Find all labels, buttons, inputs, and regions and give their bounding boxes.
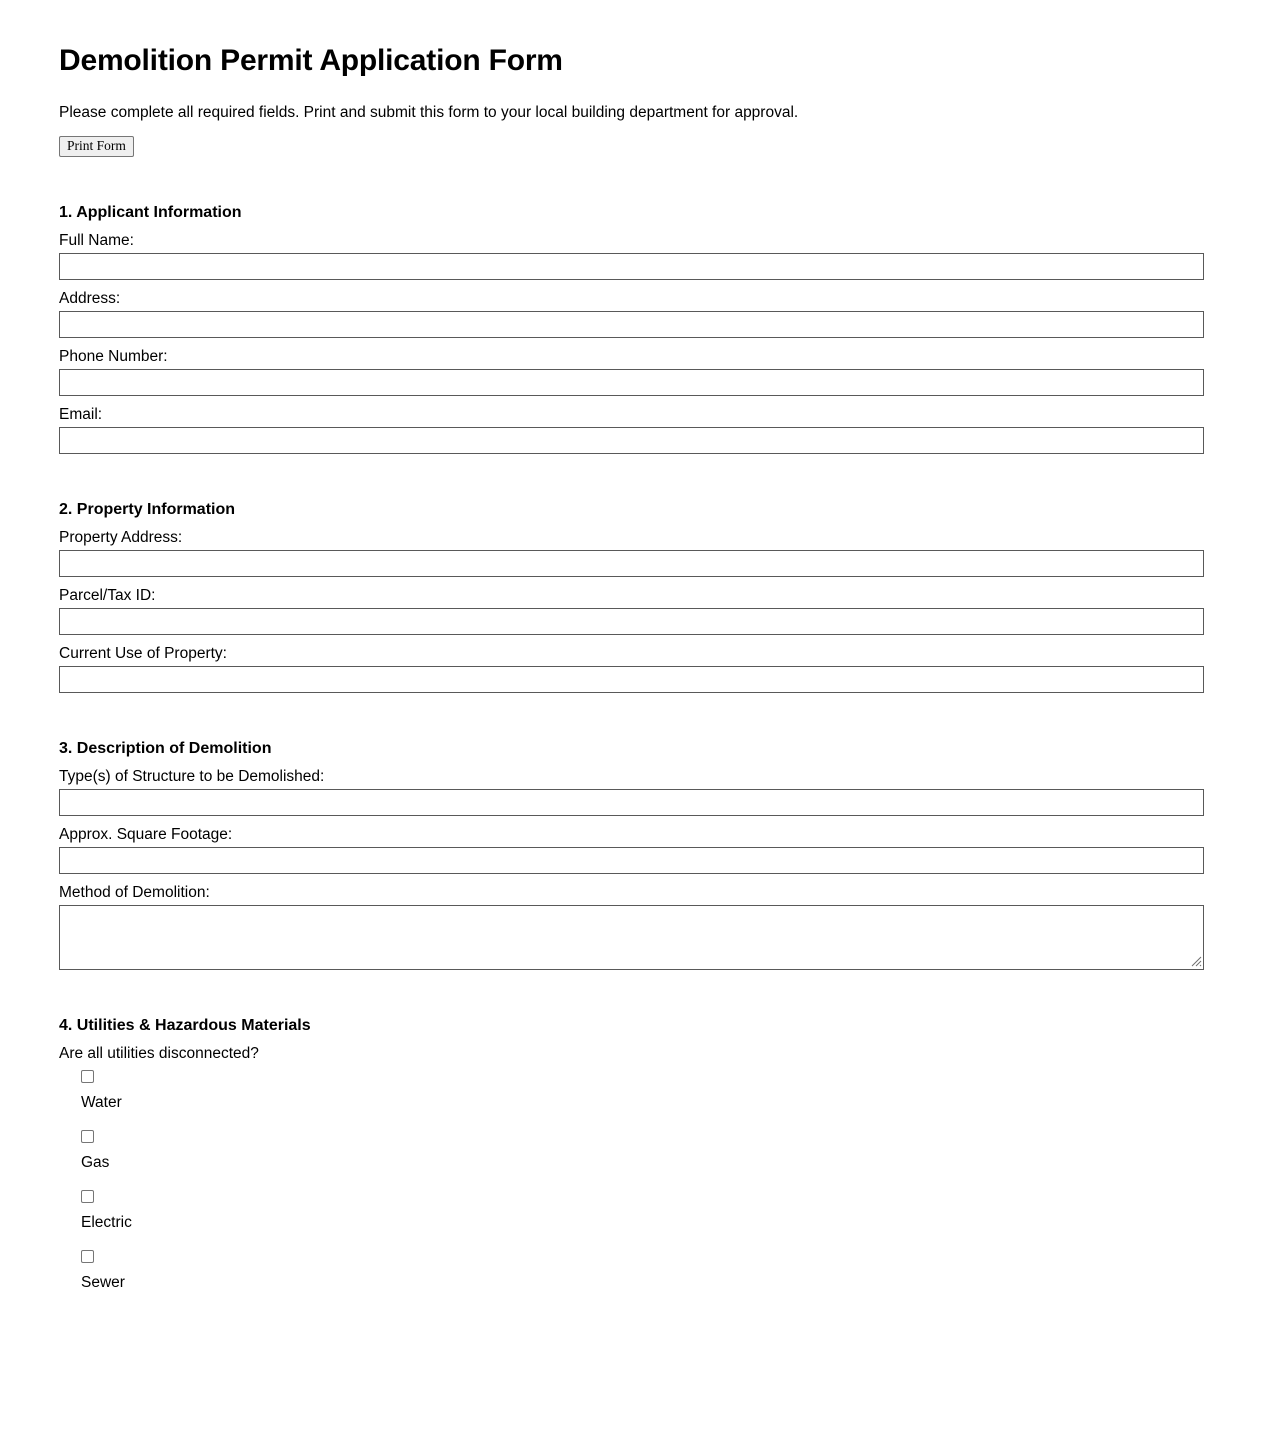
- structure-types-input[interactable]: [59, 789, 1204, 816]
- property-address-input[interactable]: [59, 550, 1204, 577]
- checkbox-label-water: Water: [81, 1094, 122, 1111]
- checkbox-row-electric: [81, 1190, 1204, 1232]
- current-use-of-property-input[interactable]: [59, 666, 1204, 693]
- field-label-email: Email:: [59, 406, 103, 423]
- form-instructions: Please complete all required fields. Print and submit this form to your local building department for approval.: [59, 104, 799, 121]
- field-phone-number: [59, 347, 1204, 396]
- field-label-parcel-tax-id: Parcel/Tax ID:: [59, 587, 156, 604]
- address-input[interactable]: [59, 311, 1204, 338]
- field-structure-types: [59, 767, 1204, 816]
- field-parcel-tax-id: [59, 586, 1204, 635]
- field-label-phone-number: Phone Number:: [59, 348, 168, 365]
- section-heading-applicant-information: 1. Applicant Information: [59, 204, 242, 221]
- phone-number-input[interactable]: [59, 369, 1204, 396]
- section-heading-description-of-demolition: 3. Description of Demolition: [59, 740, 272, 757]
- checkbox-label-sewer: Sewer: [81, 1274, 125, 1291]
- full-name-input[interactable]: [59, 253, 1204, 280]
- field-full-name: [59, 231, 1204, 280]
- field-label-property-address: Property Address:: [59, 529, 183, 546]
- checkbox-label-gas: Gas: [81, 1154, 110, 1171]
- utilities-disconnected-group: [59, 1044, 1204, 1292]
- field-address: [59, 289, 1204, 338]
- field-current-use-of-property: [59, 644, 1204, 693]
- field-email: [59, 405, 1204, 454]
- section-heading-utilities-hazardous-materials: 4. Utilities & Hazardous Materials: [59, 1017, 311, 1034]
- field-label-method-of-demolition: Method of Demolition:: [59, 884, 210, 901]
- field-property-address: [59, 528, 1204, 577]
- checkbox-row-water: [81, 1070, 1204, 1112]
- section-heading-property-information: 2. Property Information: [59, 501, 236, 518]
- page-title: Demolition Permit Application Form: [59, 44, 563, 77]
- field-label-current-use-of-property: Current Use of Property:: [59, 645, 227, 662]
- checkbox-sewer[interactable]: [81, 1250, 94, 1263]
- checkbox-row-gas: [81, 1130, 1204, 1172]
- checkbox-row-sewer: [81, 1250, 1204, 1292]
- checkbox-water[interactable]: [81, 1070, 94, 1083]
- email-input[interactable]: [59, 427, 1204, 454]
- method-of-demolition-wrap: [59, 905, 1204, 970]
- utilities-disconnected-question: Are all utilities disconnected?: [59, 1045, 259, 1062]
- field-label-structure-types: Type(s) of Structure to be Demolished:: [59, 768, 325, 785]
- field-method-of-demolition: [59, 883, 1204, 970]
- print-form-button[interactable]: Print Form: [59, 136, 134, 157]
- field-label-square-footage: Approx. Square Footage:: [59, 826, 233, 843]
- field-label-full-name: Full Name:: [59, 232, 134, 249]
- square-footage-input[interactable]: [59, 847, 1204, 874]
- checkbox-electric[interactable]: [81, 1190, 94, 1203]
- field-square-footage: [59, 825, 1204, 874]
- field-label-address: Address:: [59, 290, 121, 307]
- checkbox-label-electric: Electric: [81, 1214, 132, 1231]
- parcel-tax-id-input[interactable]: [59, 608, 1204, 635]
- method-of-demolition-textarea[interactable]: [59, 905, 1204, 970]
- checkbox-gas[interactable]: [81, 1130, 94, 1143]
